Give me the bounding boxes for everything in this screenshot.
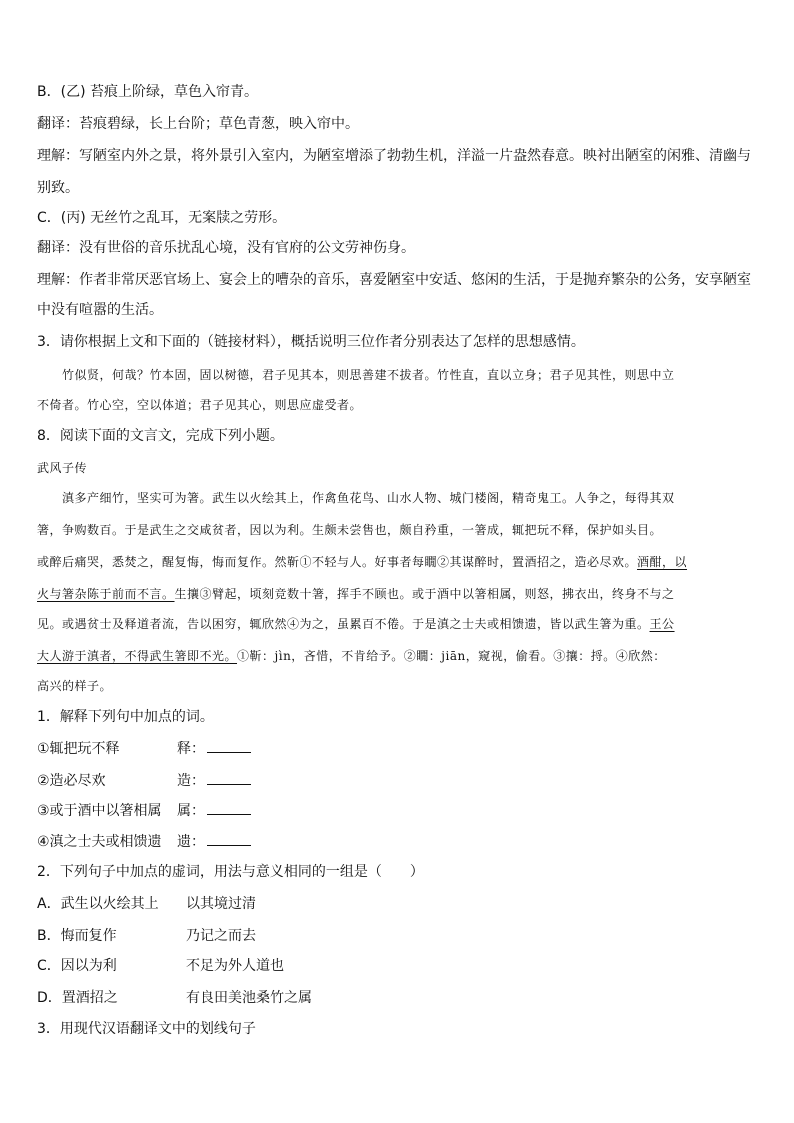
passage-text: 见。或遇贫士及释道者流，告以困穷，辄欣然④为之，虽累百不倦。于是滇之士夫或相馈遗，皆以武生箸为重。 — [37, 617, 650, 631]
sub-question-1: 1．解释下列句中加点的词。 — [37, 709, 214, 725]
word-item-sentence: ③或于酒中以箸相属 — [37, 803, 162, 819]
answer-blank[interactable] — [207, 802, 251, 815]
word-item — [37, 771, 759, 791]
word-item-label: 造： — [177, 773, 205, 789]
answer-blank[interactable] — [207, 772, 251, 785]
material-line-2: 不倚者。竹心空，空以体道；君子见其心，则思应虚受者。 — [37, 398, 363, 412]
passage-text: 生攘③臂起，顷刻竞数十箸，挥手不顾也。或于酒中以箸相属，则怒，拂衣出，终身不与之 — [174, 587, 675, 601]
word-item — [37, 801, 759, 821]
passage-line-2: 箸，争购数百。于是武生之交咸贫者，因以为利。生颇未尝售也，颇自矜重，一箸成，辄把玩不释，保护如头目。 — [37, 523, 663, 537]
choice-right: 乃记之而去 — [186, 928, 256, 944]
choice-option-b[interactable] — [37, 926, 759, 946]
passage-line-7: 高兴的样子。 — [37, 679, 113, 693]
footnotes: ①靳：jìn，吝惜，不肯给予。②瞯：jiān，窥视，偷看。③攘：捋。④欣然： — [237, 649, 666, 663]
passage-title: 武风子传 — [37, 461, 88, 475]
word-item — [37, 832, 759, 852]
word-item-answer — [177, 771, 251, 791]
word-item-answer — [177, 739, 251, 759]
sub-question-3: 3．用现代汉语翻译文中的划线句子 — [37, 1021, 256, 1037]
passage-line-5 — [37, 614, 759, 634]
choice-right: 以其境过清 — [186, 896, 256, 912]
section-8-heading: 8．阅读下面的文言文，完成下列小题。 — [37, 428, 284, 444]
passage-line-3 — [37, 552, 759, 572]
choice-left: A．武生以火绘其上 — [37, 896, 159, 912]
choice-option-a[interactable] — [37, 894, 759, 914]
word-item-label: 属： — [177, 803, 205, 819]
word-item-sentence: ①辄把玩不释 — [37, 741, 120, 757]
word-item-label: 释： — [177, 741, 205, 757]
choice-option-c[interactable] — [37, 956, 759, 976]
choice-option-d[interactable] — [37, 988, 759, 1008]
sub-question-2: 2．下列句子中加点的虚词，用法与意义相同的一组是（ ） — [37, 864, 424, 880]
choice-left: C．因以为利 — [37, 958, 117, 974]
underlined-sentence-1-end: 火与箸杂陈于前而不言。 — [37, 587, 175, 601]
choice-right: 不足为外人道也 — [186, 958, 284, 974]
question-3: 3．请你根据上文和下面的（链接材料），概括说明三位作者分别表达了怎样的思想感情。 — [37, 334, 585, 350]
word-item-answer — [177, 801, 251, 821]
option-c-header: C．(丙) 无丝竹之乱耳，无案牍之劳形。 — [37, 210, 287, 226]
passage-line-6 — [37, 646, 759, 666]
option-b-understanding-2: 别致。 — [37, 180, 79, 196]
word-item-label: 遗： — [177, 834, 205, 850]
option-b-understanding-1: 理解：写陋室内外之景，将外景引入室内，为陋室增添了勃勃生机，洋溢一片盎然春意。映衬出陋室的闲雅、清幽与 — [37, 148, 751, 164]
underlined-sentence-2-end: 大人游于滇者，不得武生箸即不光。 — [37, 649, 238, 663]
option-c-translation: 翻译：没有世俗的音乐扰乱心境，没有官府的公文劳神伤身。 — [37, 240, 415, 256]
underlined-sentence-2-start: 王公 — [649, 617, 675, 631]
option-b-translation: 翻译：苔痕碧绿，长上台阶；草色青葱，映入帘中。 — [37, 116, 359, 132]
answer-blank[interactable] — [207, 833, 251, 846]
choice-left: B．悔而复作 — [37, 928, 117, 944]
option-c-understanding-2: 中没有喧嚣的生活。 — [37, 302, 163, 318]
word-item-sentence: ④滇之士夫或相馈遗 — [37, 834, 162, 850]
passage-line-1: 滇多产细竹，坚实可为箸。武生以火绘其上，作禽鱼花鸟、山水人物、城门楼阁，精奇鬼工。人争之，每得其双 — [62, 491, 675, 505]
option-c-understanding-1: 理解：作者非常厌恶官场上、宴会上的嘈杂的音乐，喜爱陋室中安适、悠闲的生活，于是抛弃繁杂的公务，安享陋室 — [37, 272, 751, 288]
choice-left: D．置酒招之 — [37, 990, 118, 1006]
material-line-1: 竹似贤，何哉？竹本固，固以树德，君子见其本，则思善建不拔者。竹性直，直以立身；君子见其性，则思中立 — [62, 368, 675, 382]
passage-line-4 — [37, 584, 759, 604]
underlined-sentence-1-start: 酒酣，以 — [637, 555, 688, 569]
word-item-sentence: ②造必尽欢 — [37, 773, 106, 789]
answer-blank[interactable] — [207, 740, 251, 753]
passage-text: 或醉后痛哭，悉焚之，醒复悔，悔而复作。然靳①不轻与人。好事者每瞯②其谋醉时，置酒招之，造必尽欢。 — [37, 555, 638, 569]
word-item — [37, 739, 759, 759]
option-b-header: B．(乙) 苔痕上阶绿，草色入帘青。 — [37, 84, 258, 100]
choice-right: 有良田美池桑竹之属 — [186, 990, 312, 1006]
word-item-answer — [177, 832, 251, 852]
